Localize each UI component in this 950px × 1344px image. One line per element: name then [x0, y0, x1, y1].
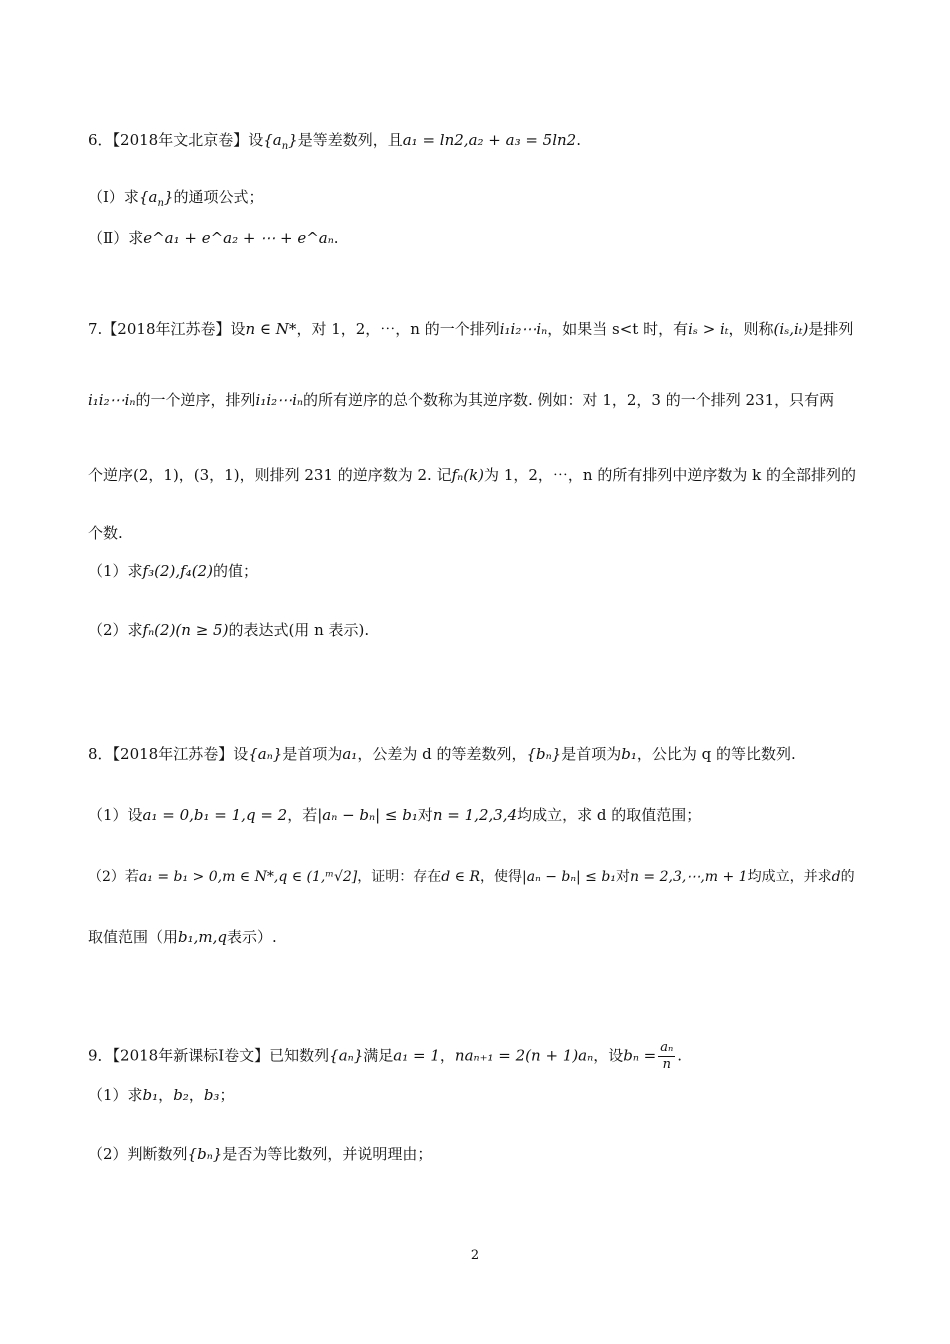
q7-l1d: ，则称 [728, 320, 774, 338]
q8-p2-g: 的 [840, 869, 855, 885]
q6-p1-tail: 的通项公式； [173, 188, 264, 206]
q6-p1-lead: （Ⅰ）求 [88, 188, 139, 206]
q8-line1 [88, 743, 796, 765]
q7-l3a: 个逆序(2，1)，(3，1)，则排列 231 的逆序数为 2. 记 [88, 466, 452, 484]
q9-line1 [88, 1040, 682, 1073]
q9-l1c: ， [439, 1046, 455, 1065]
q8-p2-d: d ∈ R [441, 869, 481, 885]
q7-p2-tail: 的表达式(用 n 表示). [228, 621, 370, 639]
q8-p1-lead: （1）设 [88, 806, 143, 824]
q8-part1 [88, 804, 701, 826]
q7-l1e: 是排列 [808, 320, 854, 338]
q9-bn-eq: bₙ = [623, 1046, 657, 1065]
q8-l1c: ，公差为 d 的等差数列， [357, 745, 527, 763]
q9-p2-lead: （2）判断数列 [88, 1145, 188, 1163]
q8-b1: b₁ [621, 745, 637, 763]
q8-p2-f: 均成立，并求 [747, 869, 832, 885]
q7-p1-lead: （1）求 [88, 562, 143, 580]
q8-lead: 8．【2018年江苏卷】设 [88, 745, 249, 763]
q7-perm2: i₁i₂⋯iₙ [255, 391, 304, 409]
q7-perm: i₁i₂⋯iₙ [499, 320, 548, 338]
q9-b2: b₂ [173, 1086, 189, 1104]
q9-an: {aₙ} [329, 1046, 364, 1065]
q8-l1b: 是首项为 [282, 745, 343, 763]
q6-p1-seq: $\{a_n\}$ [138, 188, 174, 209]
q6-mid: 是等差数列，且 [297, 131, 403, 149]
q9-a1: a₁ = 1 [393, 1046, 440, 1065]
q8-an: {aₙ} [248, 745, 283, 763]
q9-frac-den: n [662, 1057, 671, 1072]
q7-fnk: fₙ(k) [451, 466, 485, 484]
q7-n-set: n ∈ N* [245, 320, 297, 338]
q7-l2b: 的所有逆序的总个数称为其逆序数. 例如：对 1，2，3 的一个排列 231，只有两 [303, 391, 835, 409]
q7-line2 [88, 389, 834, 411]
q7-ineq: iₛ > iₜ [688, 320, 729, 338]
q8-p2-cond: a₁ = b₁ > 0,m ∈ N*,q ∈ (1,ᵐ√2] [138, 869, 358, 885]
q8-bn: {bₙ} [526, 745, 562, 763]
q8-p1-c: 对 [417, 806, 433, 824]
q6-stem [88, 129, 581, 151]
q9-p2-tail: 是否为等比数列，并说明理由； [222, 1145, 433, 1163]
q8-part2 [88, 866, 855, 888]
q9-part2 [88, 1143, 432, 1165]
q7-line3 [88, 464, 856, 486]
q7-l1b: ，对 1，2，⋯，n 的一个排列 [296, 320, 500, 338]
q8-p1-cond: a₁ = 0,b₁ = 1,q = 2 [142, 806, 288, 824]
q8-p2-c: ，使得 [480, 869, 523, 885]
q7-l1c: ，如果当 s<t 时，有 [547, 320, 689, 338]
q9-p1-lead: （1）求 [88, 1086, 143, 1104]
q6-lead: 6．【2018年文北京卷】设 [88, 131, 264, 149]
q6-p2-end: . [333, 229, 339, 247]
q7-p1-expr: f₃(2),f₄(2) [142, 562, 213, 580]
q7-l4: 个数. [88, 524, 123, 542]
q7-p1-tail: 的值； [212, 562, 258, 580]
q6-part2 [88, 227, 339, 249]
q9-p2-bn: {bₙ} [187, 1145, 223, 1163]
q9-frac-num: aₙ [660, 1040, 674, 1055]
q8-a1: a₁ [342, 745, 358, 763]
q9-l1d: ，设 [593, 1046, 624, 1065]
q6-p2-lead: （Ⅱ）求 [88, 229, 144, 247]
q9-sep1: ， [158, 1086, 174, 1104]
q9-rec: naₙ₊₁ = 2(n + 1)aₙ [454, 1046, 594, 1065]
q7-part1 [88, 560, 258, 582]
q9-end: . [677, 1046, 683, 1065]
q8-p2-lead: （2）若 [88, 869, 139, 885]
q6-part1 [88, 186, 263, 208]
q8-p1-tail: 均成立，求 d 的取值范围； [517, 806, 702, 824]
q8-p2-ineq: |aₙ − bₙ| ≤ b₁ [522, 869, 616, 885]
q6-condition: a₁ = ln2,a₂ + a₃ = 5ln2 [402, 131, 577, 149]
q6-p2-expr: e^a₁ + e^a₂ + ⋯ + e^aₙ [143, 229, 334, 247]
q7-line4 [88, 522, 123, 544]
q9-p1-end: ； [219, 1086, 235, 1104]
q9-l1b: 满足 [363, 1046, 394, 1065]
q8-p1-b: ，若 [287, 806, 318, 824]
q7-p2-lead: （2）求 [88, 621, 143, 639]
q9-part1 [88, 1084, 234, 1106]
q8-line-last [88, 926, 277, 948]
q8-p1-ineq: |aₙ − bₙ| ≤ b₁ [317, 806, 418, 824]
q8-last-b: 表示）. [227, 928, 277, 946]
q8-l1e: ，公比为 q 的等比数列. [636, 745, 796, 763]
q9-fraction [658, 1040, 675, 1073]
q8-p2-dd: d [831, 869, 841, 885]
q7-pair: (iₛ,iₜ) [773, 320, 809, 338]
q8-l1d: 是首项为 [561, 745, 622, 763]
q9-lead: 9．【2018年新课标Ⅰ卷文】已知数列 [88, 1046, 330, 1065]
q7-l3b: 为 1，2，⋯，n 的所有排列中逆序数为 k 的全部排列的 [484, 466, 856, 484]
q8-p1-n: n = 1,2,3,4 [432, 806, 518, 824]
q7-part2 [88, 619, 369, 641]
q8-p2-b: ，证明：存在 [357, 869, 442, 885]
q6-seq: $\{a_n\}$ [263, 131, 298, 152]
q7-p2-expr: fₙ(2)(n ≥ 5) [142, 621, 229, 639]
q9-b3: b₃ [203, 1086, 220, 1104]
q9-sep2: ， [188, 1086, 204, 1104]
page-number: 2 [470, 1248, 480, 1263]
q6-end: . [576, 131, 582, 149]
q7-l2a: 的一个逆序，排列 [135, 391, 256, 409]
q8-p2-e: 对 [615, 869, 630, 885]
q8-last-a: 取值范围（用 [88, 928, 179, 946]
q7-lead: 7.【2018年江苏卷】设 [88, 320, 246, 338]
q8-p2-n: n = 2,3,⋯,m + 1 [629, 869, 748, 885]
q7-perm1: i₁i₂⋯iₙ [88, 391, 136, 409]
q7-line1 [88, 318, 853, 340]
q8-last-vars: b₁,m,q [178, 928, 227, 946]
q9-b1: b₁ [142, 1086, 159, 1104]
